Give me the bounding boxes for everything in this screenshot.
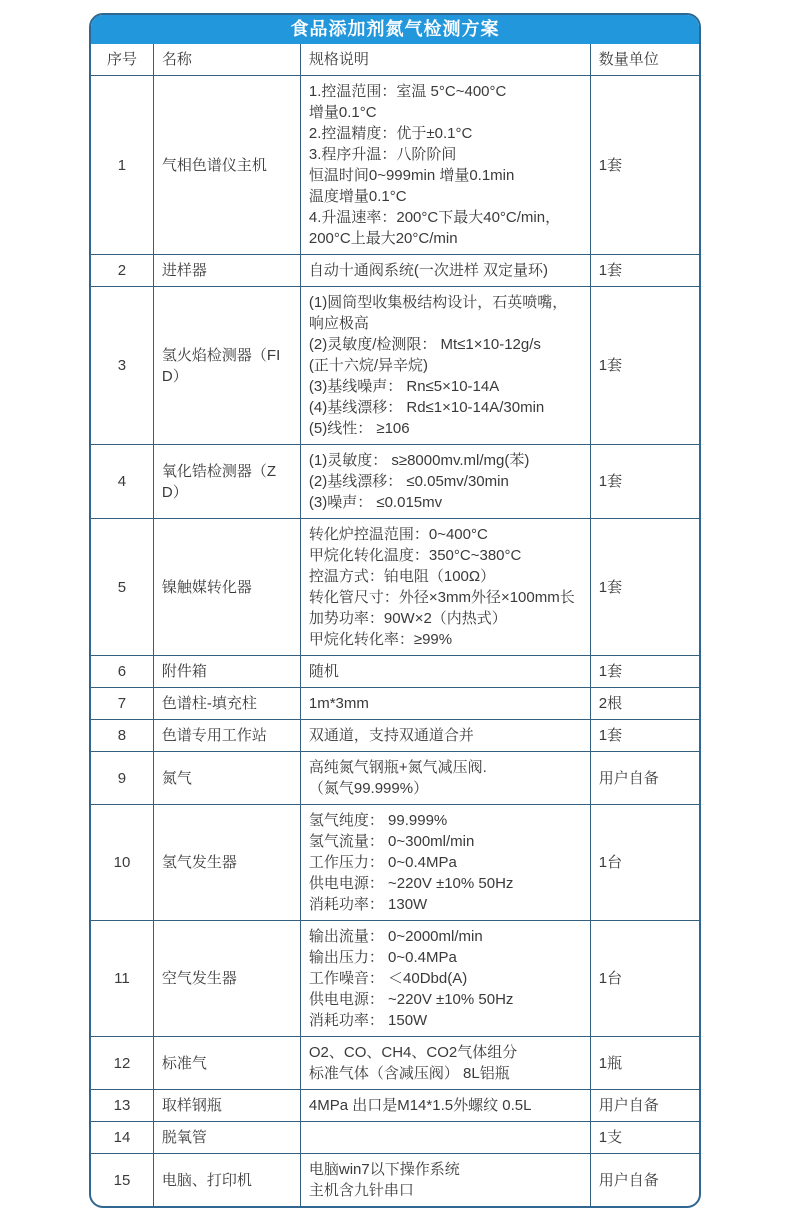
cell-spec	[300, 287, 590, 445]
spec-line: 恒温时间0~999min 增量0.1min	[308, 167, 515, 184]
spec-line: 增量0.1°C	[308, 104, 377, 121]
spec-line: （氮气99.999%）	[308, 780, 429, 797]
cell-name: 氢气发生器	[153, 805, 300, 921]
cell-spec	[300, 656, 590, 688]
column-header-name: 名称	[153, 44, 300, 76]
spec-line: 转化管尺寸：外径×3mm外径×100mm长	[308, 589, 575, 606]
cell-no: 12	[91, 1037, 153, 1090]
spec-line: 高纯氮气钢瓶+氮气减压阀.	[308, 759, 487, 776]
cell-spec	[300, 720, 590, 752]
cell-no: 14	[91, 1122, 153, 1154]
spec-line: 200°C上最大20°C/min	[308, 230, 458, 247]
spec-line: 标准气体（含减压阀） 8L铝瓶	[308, 1065, 510, 1082]
column-header-no: 序号	[91, 44, 153, 76]
cell-qty: 1套	[590, 287, 699, 445]
cell-qty: 1台	[590, 805, 699, 921]
cell-name: 脱氧管	[153, 1122, 300, 1154]
cell-qty: 1套	[590, 255, 699, 287]
cell-spec	[300, 805, 590, 921]
cell-spec	[300, 519, 590, 656]
cell-spec	[300, 1090, 590, 1122]
spec-line: 双通道，支持双通道合并	[308, 727, 474, 744]
spec-line: (3)噪声： ≤0.015mv	[308, 494, 443, 511]
table-header-row	[91, 44, 699, 76]
table-row	[91, 1122, 699, 1154]
cell-no: 10	[91, 805, 153, 921]
cell-qty: 1套	[590, 76, 699, 255]
column-header-spec: 规格说明	[300, 44, 590, 76]
cell-qty: 2根	[590, 688, 699, 720]
spec-line: 响应极高	[308, 315, 369, 332]
table-row	[91, 1090, 699, 1122]
cell-spec	[300, 76, 590, 255]
spec-line: 供电电源： ~220V ±10% 50Hz	[308, 875, 514, 892]
spec-line: 工作压力： 0~0.4MPa	[308, 854, 457, 871]
table-row	[91, 805, 699, 921]
spec-line: 输出压力： 0~0.4MPa	[308, 949, 457, 966]
cell-no: 8	[91, 720, 153, 752]
table-row	[91, 688, 699, 720]
cell-no: 11	[91, 921, 153, 1037]
spec-line: (1)灵敏度： s≥8000mv.ml/mg(苯)	[308, 452, 530, 469]
spec-line: 随机	[308, 663, 339, 680]
spec-line: 加势功率：90W×2（内热式）	[308, 610, 507, 627]
cell-name: 氧化锆检测器（ZD）	[153, 445, 300, 519]
spec-line: 工作噪音： ＜40Dbd(A)	[308, 970, 468, 987]
cell-no: 2	[91, 255, 153, 287]
spec-line: 1.控温范围：室温 5°C~400°C	[308, 83, 507, 100]
table-row	[91, 752, 699, 805]
table-row	[91, 1037, 699, 1090]
spec-line: (正十六烷/异辛烷)	[308, 357, 429, 374]
cell-name: 进样器	[153, 255, 300, 287]
cell-spec	[300, 445, 590, 519]
spec-line: (2)基线漂移： ≤0.05mv/30min	[308, 473, 509, 490]
table-row	[91, 656, 699, 688]
table-body	[91, 76, 699, 1207]
spec-line: (4)基线漂移： Rd≤1×10-14A/30min	[308, 399, 545, 416]
cell-qty: 用户自备	[590, 752, 699, 805]
spec-line: 电脑win7以下操作系统	[308, 1161, 460, 1178]
spec-line: 消耗功率： 150W	[308, 1012, 428, 1029]
cell-qty: 1套	[590, 519, 699, 656]
spec-line: 主机含九针串口	[308, 1182, 414, 1199]
spec-line: 转化炉控温范围：0~400°C	[308, 526, 488, 543]
spec-line: 控温方式：铂电阻（100Ω）	[308, 568, 496, 585]
table-row	[91, 519, 699, 656]
spec-line: 输出流量： 0~2000ml/min	[308, 928, 483, 945]
cell-spec	[300, 1037, 590, 1090]
table-row	[91, 76, 699, 255]
spec-line: 甲烷化转化率：≥99%	[308, 631, 453, 648]
cell-name: 氮气	[153, 752, 300, 805]
spec-line: (1)圆筒型收集极结构设计，石英喷嘴，	[308, 294, 568, 311]
spec-line: O2、CO、CH4、CO2气体组分	[308, 1044, 518, 1061]
spec-table	[91, 44, 699, 1206]
spec-line: 4MPa 出口是M14*1.5外螺纹 0.5L	[308, 1097, 532, 1114]
cell-no: 3	[91, 287, 153, 445]
spec-line: 2.控温精度：优于±0.1°C	[308, 125, 473, 142]
cell-name: 镍触媒转化器	[153, 519, 300, 656]
spec-line: 4.升温速率：200°C下最大40°C/min，	[308, 209, 561, 226]
cell-name: 附件箱	[153, 656, 300, 688]
spec-line: 3.程序升温：八阶阶间	[308, 146, 457, 163]
table-row	[91, 445, 699, 519]
cell-no: 4	[91, 445, 153, 519]
cell-spec	[300, 921, 590, 1037]
cell-qty: 1套	[590, 445, 699, 519]
cell-spec	[300, 688, 590, 720]
table-row	[91, 720, 699, 752]
spec-line: 甲烷化转化温度：350°C~380°C	[308, 547, 522, 564]
cell-no: 1	[91, 76, 153, 255]
cell-no: 7	[91, 688, 153, 720]
spec-line: 供电电源： ~220V ±10% 50Hz	[308, 991, 514, 1008]
spec-line: 氢气流量： 0~300ml/min	[308, 833, 475, 850]
cell-no: 15	[91, 1154, 153, 1207]
column-header-qty: 数量单位	[590, 44, 699, 76]
cell-name: 空气发生器	[153, 921, 300, 1037]
page-title: 食品添加剂氮气检测方案	[91, 15, 699, 44]
cell-qty: 1瓶	[590, 1037, 699, 1090]
spec-line: 温度增量0.1°C	[308, 188, 407, 205]
spec-sheet	[89, 13, 701, 1208]
cell-qty: 1支	[590, 1122, 699, 1154]
cell-qty: 1套	[590, 656, 699, 688]
cell-name: 标准气	[153, 1037, 300, 1090]
cell-spec	[300, 1122, 590, 1154]
cell-spec	[300, 752, 590, 805]
cell-name: 氢火焰检测器（FID）	[153, 287, 300, 445]
cell-qty: 用户自备	[590, 1154, 699, 1207]
cell-spec	[300, 255, 590, 287]
cell-name: 电脑、打印机	[153, 1154, 300, 1207]
spec-line: (5)线性： ≥106	[308, 420, 410, 437]
cell-name: 色谱柱-填充柱	[153, 688, 300, 720]
table-row	[91, 255, 699, 287]
spec-line: (3)基线噪声： Rn≤5×10-14A	[308, 378, 500, 395]
cell-name: 取样钢瓶	[153, 1090, 300, 1122]
spec-line: 消耗功率： 130W	[308, 896, 428, 913]
cell-no: 5	[91, 519, 153, 656]
cell-no: 13	[91, 1090, 153, 1122]
cell-qty: 用户自备	[590, 1090, 699, 1122]
cell-no: 6	[91, 656, 153, 688]
cell-name: 气相色谱仪主机	[153, 76, 300, 255]
spec-line: 1m*3mm	[308, 695, 369, 712]
cell-name: 色谱专用工作站	[153, 720, 300, 752]
cell-qty: 1套	[590, 720, 699, 752]
spec-line: 氢气纯度： 99.999%	[308, 812, 448, 829]
table-row	[91, 921, 699, 1037]
cell-qty: 1台	[590, 921, 699, 1037]
cell-no: 9	[91, 752, 153, 805]
spec-line: (2)灵敏度/检测限： Mt≤1×10-12g/s	[308, 336, 541, 353]
spec-line: 自动十通阀系统(一次进样 双定量环)	[308, 262, 549, 279]
table-row	[91, 287, 699, 445]
